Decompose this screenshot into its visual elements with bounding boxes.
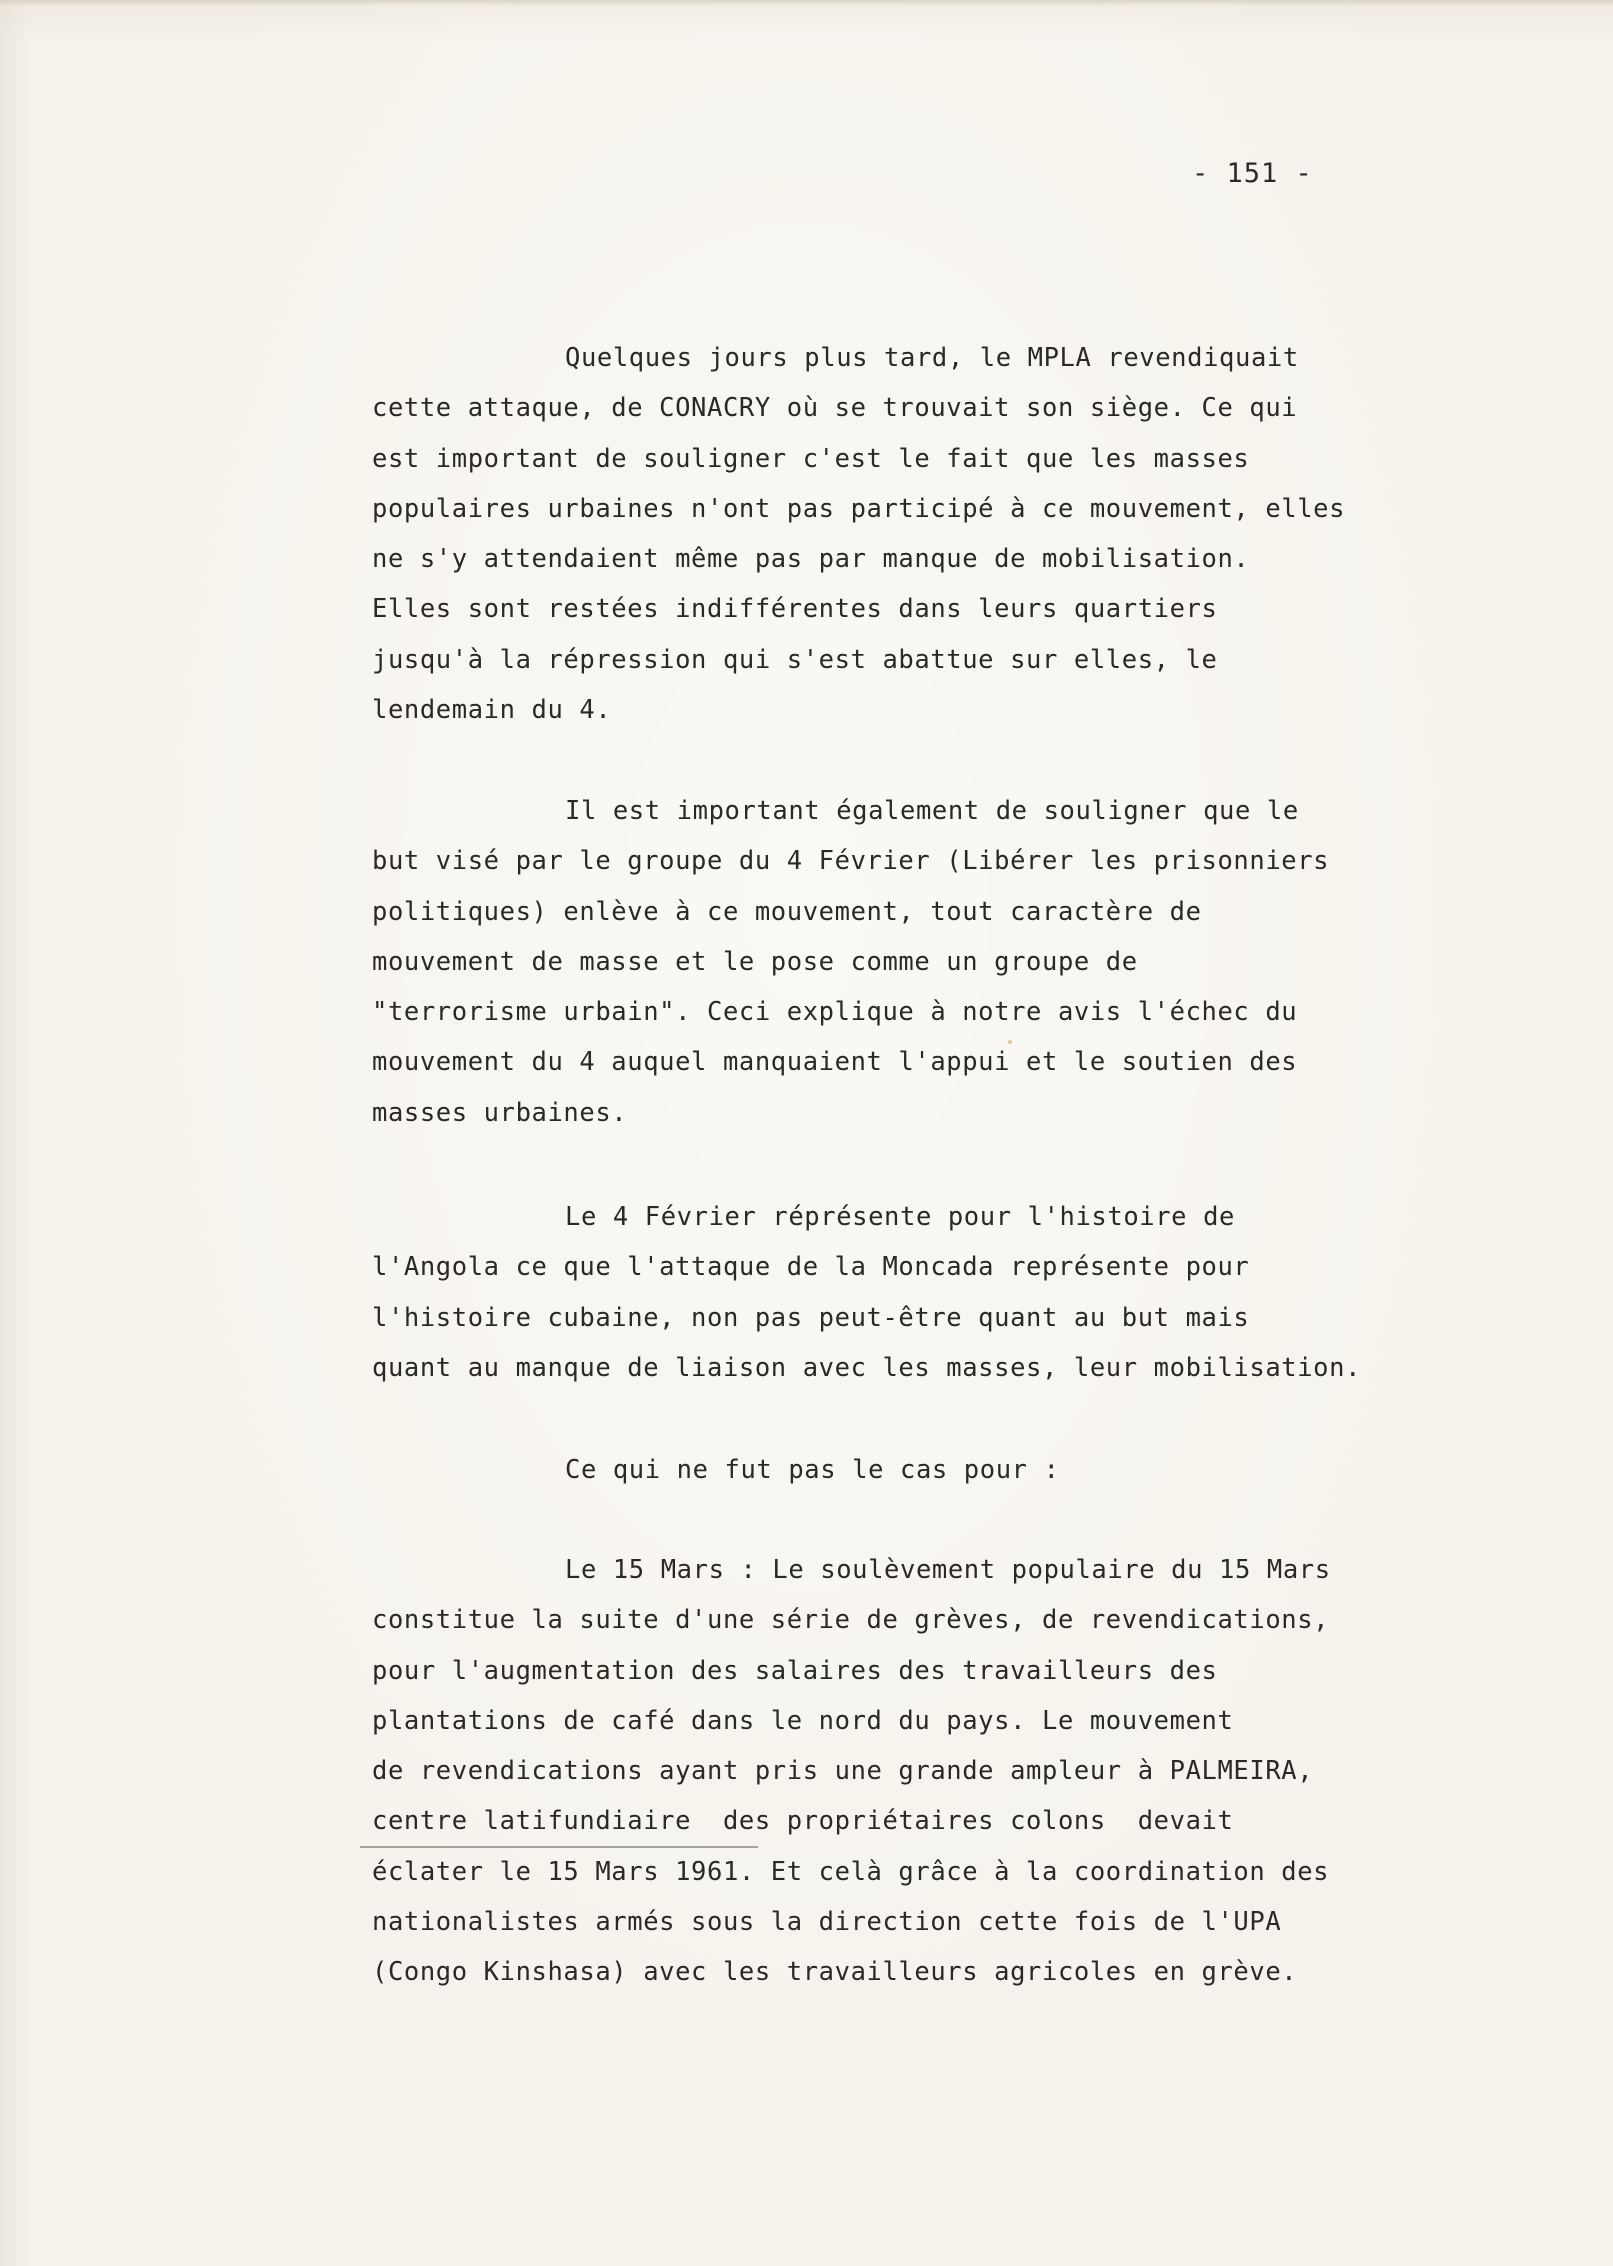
text-line: éclater le 15 Mars 1961. Et celà grâce à la coordination des	[372, 1856, 1330, 1887]
text-line: Ce qui ne fut pas le cas pour :	[565, 1455, 1060, 1485]
text-line: but visé par le groupe du 4 Février (Libérer les prisonniers	[372, 846, 1330, 877]
text-line: politiques) enlève à ce mouvement, tout caractère de	[372, 896, 1202, 927]
text-line: Elles sont restées indifférentes dans leurs quartiers	[372, 594, 1218, 625]
text-line: jusqu'à la répression qui s'est abattue sur elles, le	[372, 644, 1218, 675]
text-line: mouvement du 4 auquel manquaient l'appui et le soutien des	[372, 1047, 1298, 1078]
text-line: (Congo Kinshasa) avec les travailleurs agricoles en grève.	[372, 1957, 1298, 1988]
paragraph-3	[372, 1192, 1361, 1393]
underline-rule	[360, 1846, 758, 1848]
text-line: Le 15 Mars : Le soulèvement populaire du 15 Mars	[565, 1555, 1331, 1585]
text-line: Le 4 Février réprésente pour l'histoire de	[565, 1202, 1235, 1232]
text-line: l'histoire cubaine, non pas peut-être quant au but mais	[372, 1302, 1250, 1333]
page-number: - 151 -	[1192, 158, 1313, 189]
text-line: est important de souligner c'est le fait que les masses	[372, 443, 1250, 474]
text-line: cette attaque, de CONACRY où se trouvait son siège. Ce qui	[372, 393, 1298, 424]
text-line: nationalistes armés sous la direction cette fois de l'UPA	[372, 1907, 1282, 1938]
paragraph-2	[372, 786, 1329, 1138]
paragraph-5	[372, 1545, 1331, 1998]
text-line: mouvement de masse et le pose comme un groupe de	[372, 946, 1138, 977]
text-line: populaires urbaines n'ont pas participé à ce mouvement, elles	[372, 493, 1346, 524]
ink-speck	[1008, 1040, 1012, 1044]
text-line: ne s'y attendaient même pas par manque de mobilisation.	[372, 544, 1250, 575]
paragraph-4	[372, 1445, 1060, 1495]
text-line: lendemain du 4.	[372, 695, 612, 726]
paragraph-1	[372, 333, 1345, 735]
text-line: Il est important également de souligner que le	[565, 796, 1299, 826]
text-line: "terrorisme urbain". Ceci explique à notre avis l'échec du	[372, 997, 1298, 1028]
text-line: de revendications ayant pris une grande ampleur à PALMEIRA,	[372, 1756, 1314, 1787]
text-line: Quelques jours plus tard, le MPLA revendiquait	[565, 343, 1299, 373]
text-line: pour l'augmentation des salaires des travailleurs des	[372, 1655, 1218, 1686]
text-line: quant au manque de liaison avec les masses, leur mobilisation.	[372, 1352, 1362, 1383]
text-line: l'Angola ce que l'attaque de la Moncada représente pour	[372, 1252, 1250, 1283]
text-line: plantations de café dans le nord du pays. Le mouvement	[372, 1705, 1234, 1736]
page-top-edge	[0, 0, 1613, 6]
text-line: centre latifundiaire des propriétaires colons devait	[372, 1806, 1234, 1837]
text-line: masses urbaines.	[372, 1097, 628, 1128]
text-line: constitue la suite d'une série de grèves, de revendications,	[372, 1605, 1330, 1636]
